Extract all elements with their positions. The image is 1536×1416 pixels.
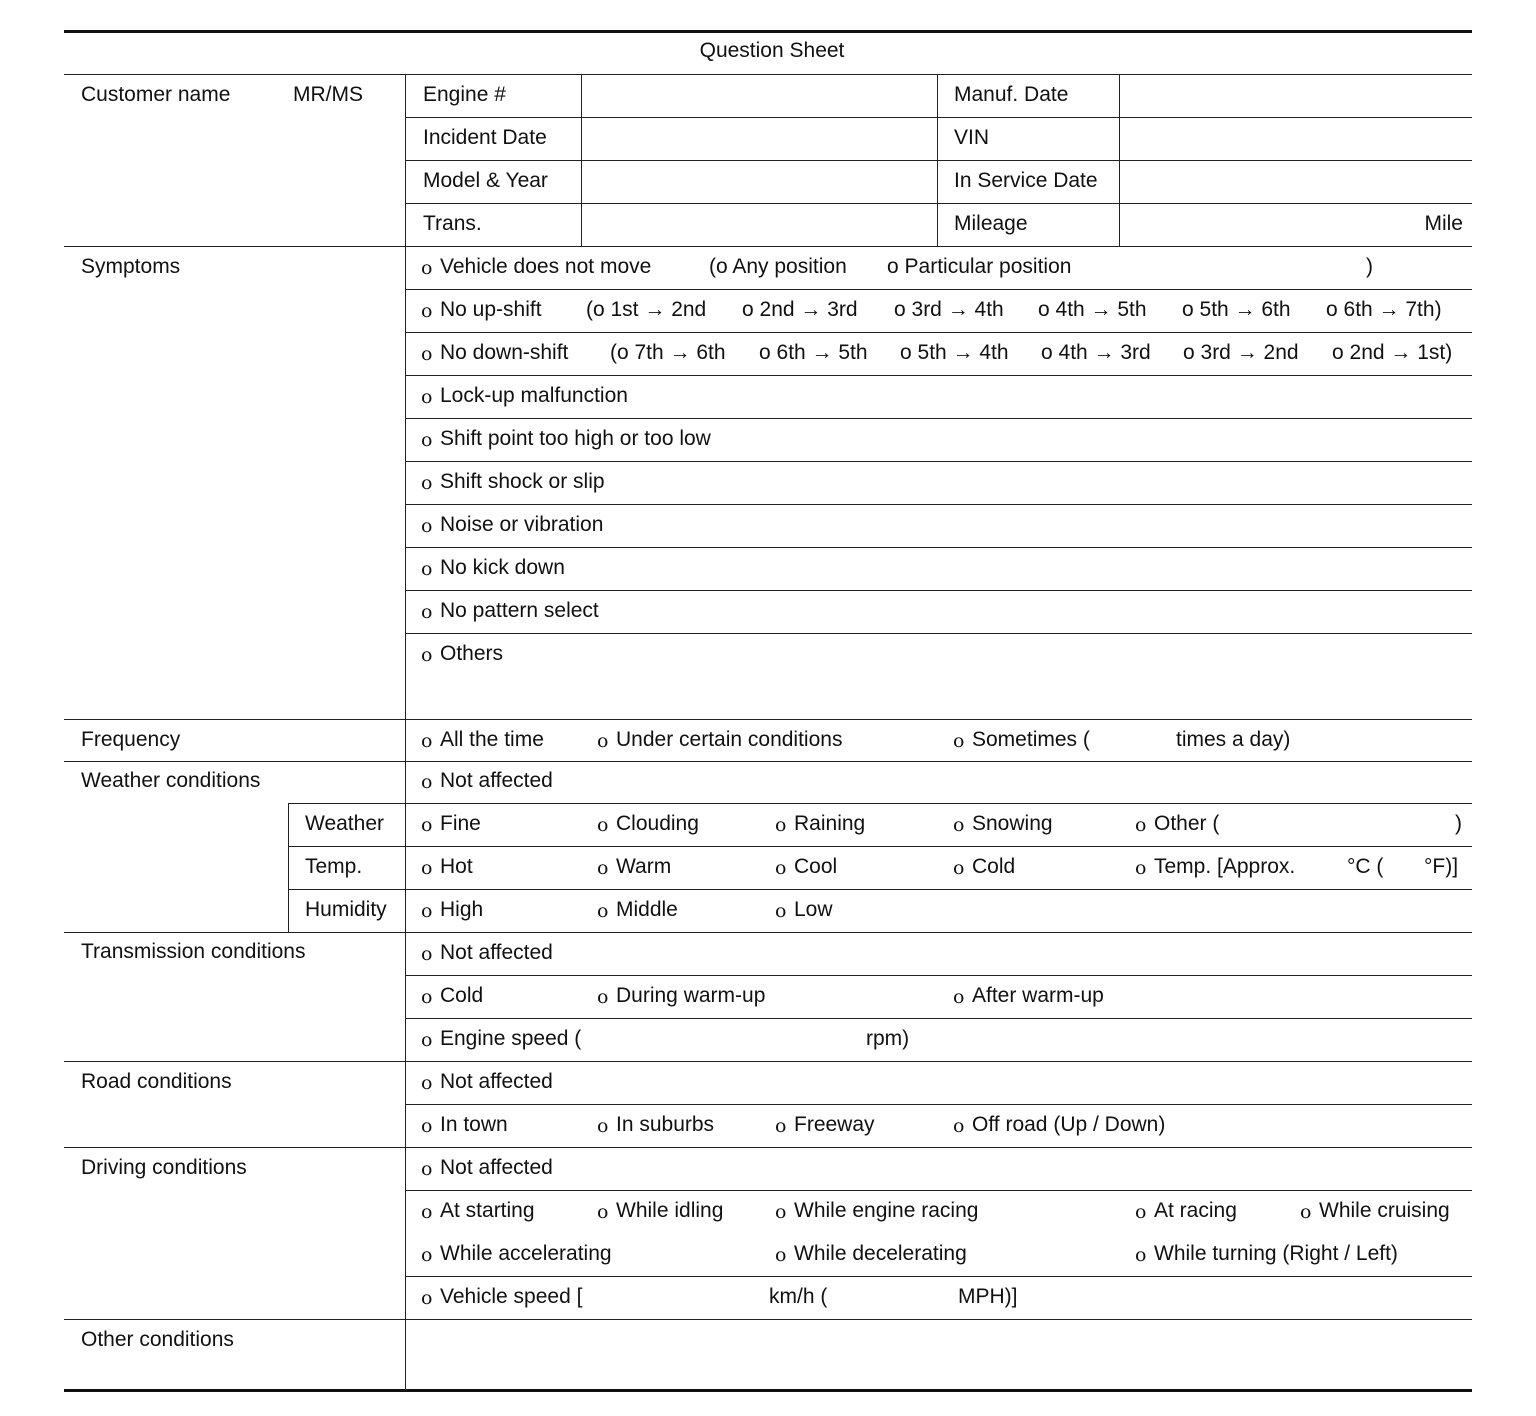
road-off-road: Off road (Up / Down)	[972, 1113, 1166, 1136]
other-top-rule	[64, 1319, 1472, 1320]
temp-warm: Warm	[616, 855, 672, 878]
info-divider-3	[1119, 74, 1120, 246]
bullet-icon: o	[421, 771, 433, 793]
bullet-icon: o	[421, 1244, 433, 1266]
driving-kmh: km/h (	[769, 1285, 828, 1308]
vin-label: VIN	[954, 126, 990, 149]
transmission-cold: Cold	[440, 984, 484, 1007]
weather-other-close: )	[1455, 812, 1462, 835]
bullet-icon: o	[421, 257, 433, 279]
transmission-rpm: rpm)	[866, 1027, 910, 1050]
bullet-icon: o	[775, 1244, 787, 1266]
transmission-rule	[406, 1018, 1472, 1019]
bullet-icon: o	[597, 986, 609, 1008]
bullet-icon: o	[421, 857, 433, 879]
symptom-rule	[406, 332, 1472, 333]
road-conditions-label: Road conditions	[81, 1070, 232, 1093]
weather-clouding: Clouding	[616, 812, 699, 835]
frequency-sometimes: Sometimes (	[972, 728, 1090, 751]
downshift-option: o 3rd → 2nd	[1183, 341, 1299, 364]
humidity-rule	[289, 889, 1472, 890]
bullet-icon: o	[1135, 814, 1147, 836]
symptom-vehicle-not-move: Vehicle does not move	[440, 255, 652, 278]
bullet-icon: o	[775, 900, 787, 922]
bullet-icon: o	[421, 943, 433, 965]
weather-sub-divider	[288, 803, 289, 932]
sheet-title: Question Sheet	[699, 39, 845, 62]
manuf-date-label: Manuf. Date	[954, 83, 1069, 106]
symptom-item: Lock-up malfunction	[440, 384, 628, 407]
transmission-rule	[406, 975, 1472, 976]
bottom-rule	[64, 1389, 1472, 1392]
driving-engine-racing: While engine racing	[794, 1199, 979, 1222]
temp-hot: Hot	[440, 855, 473, 878]
symptom-item: Shift shock or slip	[440, 470, 605, 493]
symptoms-top-rule	[64, 246, 1472, 247]
transmission-engine-speed: Engine speed (	[440, 1027, 582, 1050]
weather-other: Other (	[1154, 812, 1220, 835]
temp-sub-label: Temp.	[305, 855, 363, 878]
frequency-all-time: All the time	[440, 728, 544, 751]
road-top-rule	[64, 1061, 1472, 1062]
driving-idling: While idling	[616, 1199, 724, 1222]
bullet-icon: o	[953, 1115, 965, 1137]
downshift-option: (o 7th → 6th	[610, 341, 726, 364]
title-rule	[64, 74, 1472, 75]
in-service-date-label: In Service Date	[954, 169, 1098, 192]
bullet-icon: o	[421, 601, 433, 623]
symptom-no-downshift: No down-shift	[440, 341, 569, 364]
road-not-affected: Not affected	[440, 1070, 553, 1093]
bullet-icon: o	[421, 644, 433, 666]
symptom-no-upshift: No up-shift	[440, 298, 542, 321]
road-freeway: Freeway	[794, 1113, 875, 1136]
info-rule-3	[406, 203, 1472, 204]
weather-snowing: Snowing	[972, 812, 1053, 835]
bullet-icon: o	[953, 986, 965, 1008]
symptom-rule	[406, 590, 1472, 591]
driving-mph: MPH)]	[958, 1285, 1018, 1308]
road-rule	[406, 1104, 1472, 1105]
upshift-option: o 3rd → 4th	[894, 298, 1004, 321]
downshift-option: o 4th → 3rd	[1041, 341, 1151, 364]
road-in-town: In town	[440, 1113, 508, 1136]
upshift-option: o 4th → 5th	[1038, 298, 1147, 321]
weather-top-rule	[64, 761, 1472, 762]
option-any-position: (o Any position	[709, 255, 847, 278]
transmission-after-warmup: After warm-up	[972, 984, 1104, 1007]
engine-number-label: Engine #	[423, 83, 506, 106]
bullet-icon: o	[597, 900, 609, 922]
weather-sub-label: Weather	[305, 812, 384, 835]
temp-approx: Temp. [Approx.	[1154, 855, 1296, 878]
customer-name-label: Customer name	[81, 83, 231, 106]
info-rule-1	[406, 117, 1472, 118]
bullet-icon: o	[421, 986, 433, 1008]
frequency-certain-conditions: Under certain conditions	[616, 728, 843, 751]
transmission-not-affected: Not affected	[440, 941, 553, 964]
particular-position-close: )	[1366, 255, 1373, 278]
bullet-icon: o	[421, 515, 433, 537]
bullet-icon: o	[1135, 1244, 1147, 1266]
info-divider-1	[581, 74, 582, 246]
honorific-label: MR/MS	[293, 83, 363, 106]
bullet-icon: o	[421, 900, 433, 922]
bullet-icon: o	[953, 814, 965, 836]
symptom-item: Noise or vibration	[440, 513, 604, 536]
symptom-rule	[406, 633, 1472, 634]
bullet-icon: o	[421, 386, 433, 408]
bullet-icon: o	[597, 1115, 609, 1137]
symptom-rule	[406, 504, 1472, 505]
symptom-rule	[406, 461, 1472, 462]
trans-label: Trans.	[423, 212, 482, 235]
weather-conditions-label: Weather conditions	[81, 769, 261, 792]
bullet-icon: o	[597, 730, 609, 752]
driving-conditions-label: Driving conditions	[81, 1156, 247, 1179]
transmission-warmup: During warm-up	[616, 984, 766, 1007]
mileage-label: Mileage	[954, 212, 1028, 235]
driving-turning: While turning (Right / Left)	[1154, 1242, 1398, 1265]
humidity-low: Low	[794, 898, 833, 921]
bullet-icon: o	[421, 1201, 433, 1223]
model-year-label: Model & Year	[423, 169, 548, 192]
bullet-icon: o	[953, 857, 965, 879]
weather-fine: Fine	[440, 812, 481, 835]
bullet-icon: o	[597, 1201, 609, 1223]
temp-cold: Cold	[972, 855, 1016, 878]
bullet-icon: o	[421, 1029, 433, 1051]
driving-not-affected: Not affected	[440, 1156, 553, 1179]
downshift-option: o 5th → 4th	[900, 341, 1009, 364]
mileage-unit: Mile	[1424, 212, 1463, 235]
bullet-icon: o	[421, 343, 433, 365]
driving-at-starting: At starting	[440, 1199, 535, 1222]
temp-celsius: °C (	[1347, 855, 1384, 878]
downshift-option: o 6th → 5th	[759, 341, 868, 364]
weather-not-affected: Not affected	[440, 769, 553, 792]
frequency-top-rule	[64, 719, 1472, 720]
info-rule-2	[406, 160, 1472, 161]
driving-accelerating: While accelerating	[440, 1242, 612, 1265]
incident-date-label: Incident Date	[423, 126, 547, 149]
bullet-icon: o	[421, 814, 433, 836]
symptom-item: Others	[440, 642, 504, 665]
symptom-rule	[406, 547, 1472, 548]
bullet-icon: o	[421, 1287, 433, 1309]
temp-rule	[289, 846, 1472, 847]
driving-rule	[406, 1190, 1472, 1191]
driving-at-racing: At racing	[1154, 1199, 1237, 1222]
upshift-option: o 2nd → 3rd	[742, 298, 858, 321]
temp-cool: Cool	[794, 855, 838, 878]
bullet-icon: o	[775, 814, 787, 836]
symptom-item: No pattern select	[440, 599, 599, 622]
transmission-conditions-label: Transmission conditions	[81, 940, 306, 963]
bullet-icon: o	[1135, 857, 1147, 879]
top-rule	[64, 30, 1472, 33]
other-conditions-label: Other conditions	[81, 1328, 234, 1351]
upshift-option: (o 1st → 2nd	[586, 298, 707, 321]
transmission-top-rule	[64, 932, 1472, 933]
symptom-rule	[406, 375, 1472, 376]
frequency-label: Frequency	[81, 728, 181, 751]
option-particular-position: o Particular position	[887, 255, 1072, 278]
main-column-divider	[405, 74, 406, 1391]
downshift-option: o 2nd → 1st)	[1332, 341, 1453, 364]
humidity-middle: Middle	[616, 898, 678, 921]
bullet-icon: o	[775, 1201, 787, 1223]
bullet-icon: o	[775, 857, 787, 879]
bullet-icon: o	[421, 429, 433, 451]
humidity-high: High	[440, 898, 484, 921]
bullet-icon: o	[421, 730, 433, 752]
symptom-item: Shift point too high or too low	[440, 427, 711, 450]
bullet-icon: o	[421, 558, 433, 580]
weather-sub-rule	[289, 803, 1472, 804]
symptom-item: No kick down	[440, 556, 565, 579]
symptom-rule	[406, 289, 1472, 290]
bullet-icon: o	[597, 814, 609, 836]
frequency-times-a-day: times a day)	[1176, 728, 1291, 751]
bullet-icon: o	[1135, 1201, 1147, 1223]
driving-decelerating: While decelerating	[794, 1242, 967, 1265]
bullet-icon: o	[421, 300, 433, 322]
humidity-sub-label: Humidity	[305, 898, 387, 921]
bullet-icon: o	[775, 1115, 787, 1137]
bullet-icon: o	[421, 1158, 433, 1180]
weather-raining: Raining	[794, 812, 866, 835]
upshift-option: o 6th → 7th)	[1326, 298, 1442, 321]
bullet-icon: o	[953, 730, 965, 752]
symptoms-label: Symptoms	[81, 255, 181, 278]
bullet-icon: o	[597, 857, 609, 879]
driving-vehicle-speed: Vehicle speed [	[440, 1285, 583, 1308]
road-suburbs: In suburbs	[616, 1113, 715, 1136]
driving-rule	[406, 1276, 1472, 1277]
temp-fahrenheit: °F)]	[1424, 855, 1459, 878]
symptom-rule	[406, 418, 1472, 419]
driving-cruising: While cruising	[1319, 1199, 1450, 1222]
bullet-icon: o	[421, 1072, 433, 1094]
bullet-icon: o	[1300, 1201, 1312, 1223]
info-divider-2	[937, 74, 938, 246]
upshift-option: o 5th → 6th	[1182, 298, 1291, 321]
bullet-icon: o	[421, 472, 433, 494]
bullet-icon: o	[421, 1115, 433, 1137]
driving-top-rule	[64, 1147, 1472, 1148]
